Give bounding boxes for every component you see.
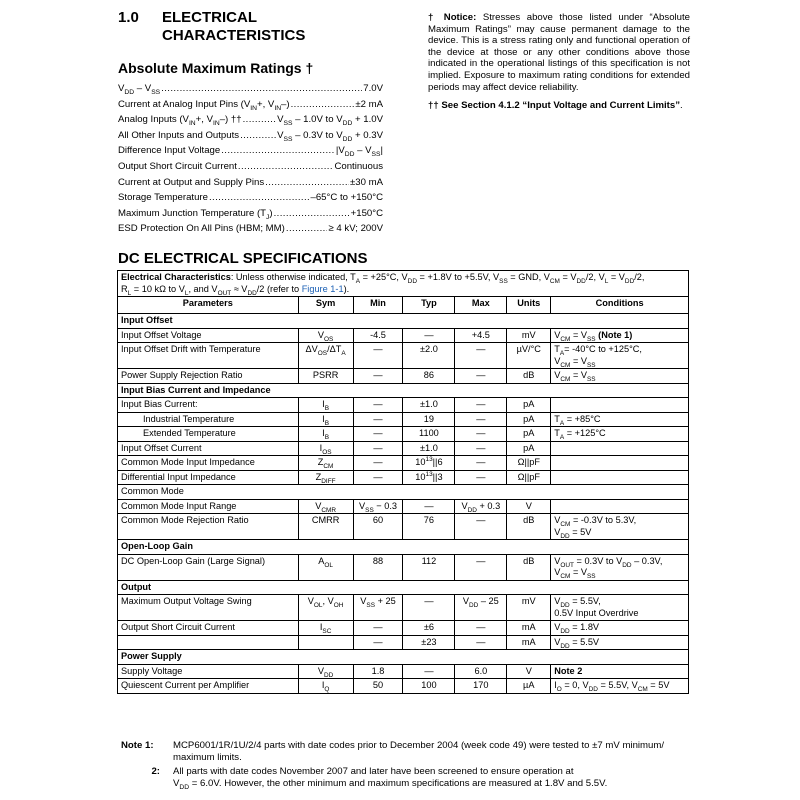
amr-value: –65°C to +150°C bbox=[310, 192, 383, 204]
typ-cell: 86 bbox=[403, 369, 455, 384]
param-cell: Input Offset Drift with Temperature bbox=[118, 343, 299, 369]
param-cell: Common Mode Input Impedance bbox=[118, 456, 299, 471]
max-cell: — bbox=[455, 427, 507, 442]
max-cell: — bbox=[455, 456, 507, 471]
cond-cell bbox=[551, 441, 689, 456]
max-cell: — bbox=[455, 470, 507, 485]
typ-cell: ±6 bbox=[403, 621, 455, 636]
typ-cell: ±2.0 bbox=[403, 343, 455, 369]
group-row bbox=[118, 383, 689, 398]
group-label: Open-Loop Gain bbox=[118, 540, 689, 555]
notice2-ref[interactable]: Section 4.1.2 “Input Voltage and Current Limits” bbox=[461, 100, 681, 111]
group-label: Input Offset bbox=[118, 314, 689, 329]
notice2-lead: †† See bbox=[428, 100, 459, 111]
amr-label: Output Short Circuit Current bbox=[118, 160, 237, 172]
max-cell: — bbox=[455, 621, 507, 636]
table-row bbox=[118, 456, 689, 471]
min-cell: $V_{SS} - 0.3$ bbox=[353, 499, 403, 514]
sym-cell: $V_{OS}$ bbox=[298, 328, 353, 343]
section-title-line1: ELECTRICAL bbox=[162, 9, 257, 26]
amr-row-storage-temp bbox=[118, 192, 383, 208]
typ-cell: $10^{13}||3$ bbox=[403, 470, 455, 485]
max-cell: — bbox=[455, 412, 507, 427]
table-row bbox=[118, 664, 689, 679]
note-text: MCP6001/1R/1U/2/4 parts with date codes prior to December 2004 (week code 49) were tested to ±7 mV minimum/ maximum limits. bbox=[173, 740, 665, 763]
amr-value: ±30 mA bbox=[350, 176, 383, 188]
units-cell: mV bbox=[507, 328, 551, 343]
units-cell: mV bbox=[507, 595, 551, 621]
cond-cell bbox=[551, 456, 689, 471]
param-cell: Input Bias Current: bbox=[118, 398, 299, 413]
sym-cell bbox=[298, 635, 353, 650]
amr-label: $V_{DD} - V_{SS}$ bbox=[118, 83, 161, 96]
cond-cell: $V_{DD} = 1.8V$ bbox=[551, 621, 689, 636]
cond-cell: $T_A = +125^\circ C$ bbox=[551, 427, 689, 442]
table-row bbox=[118, 621, 689, 636]
note-2 bbox=[121, 766, 691, 790]
param-cell: Differential Input Impedance bbox=[118, 470, 299, 485]
units-cell: V bbox=[507, 499, 551, 514]
table-row bbox=[118, 369, 689, 384]
max-cell: — bbox=[455, 369, 507, 384]
amr-value: ±2 mA bbox=[355, 98, 383, 110]
group-label: Input Bias Current and Impedance bbox=[118, 383, 689, 398]
min-cell: 60 bbox=[353, 514, 403, 540]
amr-label: All Other Inputs and Outputs bbox=[118, 129, 240, 141]
min-cell: — bbox=[353, 441, 403, 456]
amr-label: Storage Temperature bbox=[118, 192, 208, 204]
sym-cell: $I_B$ bbox=[298, 398, 353, 413]
section-title bbox=[118, 9, 305, 45]
sym-cell: $Z_{DIFF}$ bbox=[298, 470, 353, 485]
cond-cell: $I_O = 0$, $V_{DD} = 5.5V$, $V_{CM} = 5V$ bbox=[551, 679, 689, 694]
max-cell: 6.0 bbox=[455, 664, 507, 679]
param-cell: Maximum Output Voltage Swing bbox=[118, 595, 299, 621]
cond-cell: $V_{CM} = -0.3V$ to 5.3V, $V_{DD} = 5V$ bbox=[551, 514, 689, 540]
table-row bbox=[118, 343, 689, 369]
max-cell: $V_{DD} + 0.3$ bbox=[455, 499, 507, 514]
group-row bbox=[118, 650, 689, 665]
param-cell: Industrial Temperature bbox=[118, 412, 299, 427]
amr-row-vdd-vss bbox=[118, 83, 383, 99]
notice2-end: . bbox=[680, 100, 683, 111]
typ-cell: 100 bbox=[403, 679, 455, 694]
min-cell: — bbox=[353, 635, 403, 650]
col-header: Conditions bbox=[551, 297, 689, 314]
sym-cell: $V_{OL}$, $V_{OH}$ bbox=[298, 595, 353, 621]
table-row bbox=[118, 595, 689, 621]
units-cell: mA bbox=[507, 635, 551, 650]
sym-cell: $I_B$ bbox=[298, 427, 353, 442]
typ-cell: 1100 bbox=[403, 427, 455, 442]
min-cell: 88 bbox=[353, 554, 403, 580]
sym-cell: $Z_{CM}$ bbox=[298, 456, 353, 471]
cond-cell: Note 2 bbox=[551, 664, 689, 679]
param-cell: Power Supply Rejection Ratio bbox=[118, 369, 299, 384]
group-row bbox=[118, 485, 689, 500]
units-cell: Ω||pF bbox=[507, 470, 551, 485]
amr-value: ≥ 4 kV; 200V bbox=[328, 223, 383, 235]
cond-cell bbox=[551, 499, 689, 514]
group-row bbox=[118, 314, 689, 329]
conditions-lead: Electrical Characteristics bbox=[121, 272, 231, 282]
table-row bbox=[118, 328, 689, 343]
typ-cell: ±23 bbox=[403, 635, 455, 650]
amr-value: 7.0V bbox=[363, 83, 383, 94]
typ-cell: 112 bbox=[403, 554, 455, 580]
amr-label: Maximum Junction Temperature $(T_J)$ bbox=[118, 207, 273, 221]
col-header: Max bbox=[455, 297, 507, 314]
amr-row-input-current bbox=[118, 99, 383, 115]
units-cell: V bbox=[507, 664, 551, 679]
col-header: Sym bbox=[298, 297, 353, 314]
min-cell: — bbox=[353, 427, 403, 442]
sym-cell: $V_{DD}$ bbox=[298, 664, 353, 679]
group-label: Power Supply bbox=[118, 650, 689, 665]
col-header: Min bbox=[353, 297, 403, 314]
note-text: All parts with date codes November 2007 and later have been screened to ensure operation at $V_{DD} = 6.0V$. However, the other minimum and maximum specifications are measured at 1.8V and 5.5V. bbox=[173, 766, 608, 791]
units-cell: dB bbox=[507, 369, 551, 384]
min-cell: — bbox=[353, 621, 403, 636]
units-cell: pA bbox=[507, 441, 551, 456]
param-cell: Common Mode Input Range bbox=[118, 499, 299, 514]
notice-lead: † Notice: bbox=[428, 12, 477, 23]
group-label: Common Mode bbox=[118, 485, 689, 500]
dc-heading: DC ELECTRICAL SPECIFICATIONS bbox=[118, 250, 368, 267]
amr-value: $V_{SS} - 0.3V$ to $V_{DD} + 0.3V$ bbox=[277, 129, 383, 143]
param-cell: Input Offset Voltage bbox=[118, 328, 299, 343]
amr-label: ESD Protection On All Pins (HBM; MM) bbox=[118, 223, 285, 235]
min-cell: $V_{SS} + 25$ bbox=[353, 595, 403, 621]
max-cell: — bbox=[455, 441, 507, 456]
amr-row-short-circuit bbox=[118, 161, 383, 177]
typ-cell: — bbox=[403, 664, 455, 679]
cond-cell bbox=[551, 470, 689, 485]
sym-cell: $I_{SC}$ bbox=[298, 621, 353, 636]
max-cell: — bbox=[455, 514, 507, 540]
units-cell: pA bbox=[507, 398, 551, 413]
group-row bbox=[118, 540, 689, 555]
min-cell: — bbox=[353, 369, 403, 384]
cond-cell: $V_{OUT} = 0.3V$ to $V_{DD} - 0.3V$, $V_{CM} = V_{SS}$ bbox=[551, 554, 689, 580]
amr-row-analog-inputs bbox=[118, 114, 383, 130]
note-1 bbox=[121, 740, 691, 764]
sym-cell: $V_{CMR}$ bbox=[298, 499, 353, 514]
table-row bbox=[118, 554, 689, 580]
dc-spec-table bbox=[117, 270, 689, 694]
sym-cell: $A_{OL}$ bbox=[298, 554, 353, 580]
sym-cell: $\Delta V_{OS}/\Delta T_A$ bbox=[298, 343, 353, 369]
units-cell: pA bbox=[507, 412, 551, 427]
min-cell: — bbox=[353, 412, 403, 427]
sym-cell: $I_Q$ bbox=[298, 679, 353, 694]
table-row bbox=[118, 398, 689, 413]
typ-cell: 19 bbox=[403, 412, 455, 427]
typ-cell: ±1.0 bbox=[403, 398, 455, 413]
amr-list bbox=[118, 83, 383, 239]
param-cell: Supply Voltage bbox=[118, 664, 299, 679]
units-cell: pA bbox=[507, 427, 551, 442]
cond-cell bbox=[551, 398, 689, 413]
max-cell: — bbox=[455, 343, 507, 369]
units-cell: Ω||pF bbox=[507, 456, 551, 471]
note-label: Note 1: bbox=[121, 740, 154, 751]
amr-row-diff-input bbox=[118, 145, 383, 161]
col-header: Parameters bbox=[118, 297, 299, 314]
cond-cell: $T_A = +85^\circ C$ bbox=[551, 412, 689, 427]
cond-cell: $V_{CM} = V_{SS}$ (Note 1) bbox=[551, 328, 689, 343]
min-cell: — bbox=[353, 343, 403, 369]
typ-cell: — bbox=[403, 328, 455, 343]
max-cell: $V_{DD} - 25$ bbox=[455, 595, 507, 621]
units-cell: µA bbox=[507, 679, 551, 694]
col-header: Units bbox=[507, 297, 551, 314]
table-row bbox=[118, 470, 689, 485]
amr-label: Current at Analog Input Pins ($V_{IN}+$, $V_{IN}-$) bbox=[118, 98, 290, 112]
param-cell bbox=[118, 635, 299, 650]
amr-label: Difference Input Voltage bbox=[118, 145, 221, 157]
amr-label: Analog Inputs ($V_{IN}+$, $V_{IN}-$) †† bbox=[118, 114, 242, 128]
max-cell: — bbox=[455, 398, 507, 413]
min-cell: — bbox=[353, 470, 403, 485]
table-row bbox=[118, 499, 689, 514]
amr-value: +150°C bbox=[350, 207, 383, 219]
note-label: 2: bbox=[151, 766, 160, 777]
min-cell: — bbox=[353, 456, 403, 471]
min-cell: 50 bbox=[353, 679, 403, 694]
amr-label: Current at Output and Supply Pins bbox=[118, 176, 265, 188]
sym-cell: $I_B$ bbox=[298, 412, 353, 427]
cond-cell: $V_{CM} = V_{SS}$ bbox=[551, 369, 689, 384]
notice-footnote bbox=[428, 100, 683, 111]
sym-cell: $I_{OS}$ bbox=[298, 441, 353, 456]
header-row bbox=[118, 297, 689, 314]
param-cell: Common Mode Rejection Ratio bbox=[118, 514, 299, 540]
notice-text: Stresses above those listed under “Absolute Maximum Ratings” may cause permanent damage to the device. This is a stress rating only and functional operation of the device at those or any other conditions above those indicated in the operational listings of this specification is not implied. Exposure to maximum rating conditions for extended periods may affect device reliability. bbox=[428, 12, 690, 93]
units-cell: µV/°C bbox=[507, 343, 551, 369]
table-row bbox=[118, 412, 689, 427]
sym-cell: PSRR bbox=[298, 369, 353, 384]
notes-block bbox=[121, 740, 691, 790]
units-cell: dB bbox=[507, 554, 551, 580]
param-cell: Quiescent Current per Amplifier bbox=[118, 679, 299, 694]
table-row bbox=[118, 427, 689, 442]
min-cell: — bbox=[353, 398, 403, 413]
conditions-cell: Electrical Characteristics: Unless otherwise indicated, $T_A = +25^\circ C$, $V_{DD} = +1.8V$ to +5.5V, $V_{SS}$ = GND, $V_{CM} = V_{DD}/2$, $V_L = V_{DD}/2$, $R_L = 10$ kΩ to $V_L$, and $V_{OUT} \approx V_{DD}/2$ (refer to Figure 1-1). bbox=[118, 271, 689, 297]
max-cell: — bbox=[455, 635, 507, 650]
typ-cell: — bbox=[403, 595, 455, 621]
units-cell: mA bbox=[507, 621, 551, 636]
typ-cell: $10^{13}||6$ bbox=[403, 456, 455, 471]
param-cell: DC Open-Loop Gain (Large Signal) bbox=[118, 554, 299, 580]
conditions-end: ). bbox=[343, 283, 350, 294]
amr-value: $|V_{DD} - V_{SS}|$ bbox=[335, 145, 383, 159]
table-row bbox=[118, 441, 689, 456]
typ-cell: ±1.0 bbox=[403, 441, 455, 456]
param-cell: Input Offset Current bbox=[118, 441, 299, 456]
amr-row-esd bbox=[118, 223, 383, 239]
section-number: 1.0 bbox=[118, 9, 139, 26]
group-row bbox=[118, 580, 689, 595]
conditions-row bbox=[118, 271, 689, 297]
section-title-line2: CHARACTERISTICS bbox=[162, 27, 306, 44]
col-header: Typ bbox=[403, 297, 455, 314]
max-cell: +4.5 bbox=[455, 328, 507, 343]
group-label: Output bbox=[118, 580, 689, 595]
units-cell: dB bbox=[507, 514, 551, 540]
min-cell: -4.5 bbox=[353, 328, 403, 343]
cond-cell: $T_A= -40^\circ C$ to +125°C, $V_{CM} = V_{SS}$ bbox=[551, 343, 689, 369]
sym-cell: CMRR bbox=[298, 514, 353, 540]
cond-cell: $V_{DD} = 5.5V$ bbox=[551, 635, 689, 650]
amr-row-other-inputs bbox=[118, 130, 383, 146]
cond-cell: $V_{DD} = 5.5V$, 0.5V Input Overdrive bbox=[551, 595, 689, 621]
table-row bbox=[118, 635, 689, 650]
figure-link[interactable]: Figure 1-1 bbox=[301, 283, 344, 294]
table-row bbox=[118, 514, 689, 540]
max-cell: — bbox=[455, 554, 507, 580]
min-cell: 1.8 bbox=[353, 664, 403, 679]
param-cell: Output Short Circuit Current bbox=[118, 621, 299, 636]
amr-heading: Absolute Maximum Ratings † bbox=[118, 60, 314, 76]
amr-value: Continuous bbox=[334, 160, 383, 172]
notice-paragraph bbox=[428, 12, 690, 93]
amr-row-junction-temp bbox=[118, 208, 383, 224]
amr-value: $V_{SS} - 1.0V$ to $V_{DD} + 1.0V$ bbox=[277, 114, 383, 128]
param-cell: Extended Temperature bbox=[118, 427, 299, 442]
amr-row-output-current bbox=[118, 177, 383, 193]
table-row bbox=[118, 679, 689, 694]
typ-cell: 76 bbox=[403, 514, 455, 540]
max-cell: 170 bbox=[455, 679, 507, 694]
typ-cell: — bbox=[403, 499, 455, 514]
